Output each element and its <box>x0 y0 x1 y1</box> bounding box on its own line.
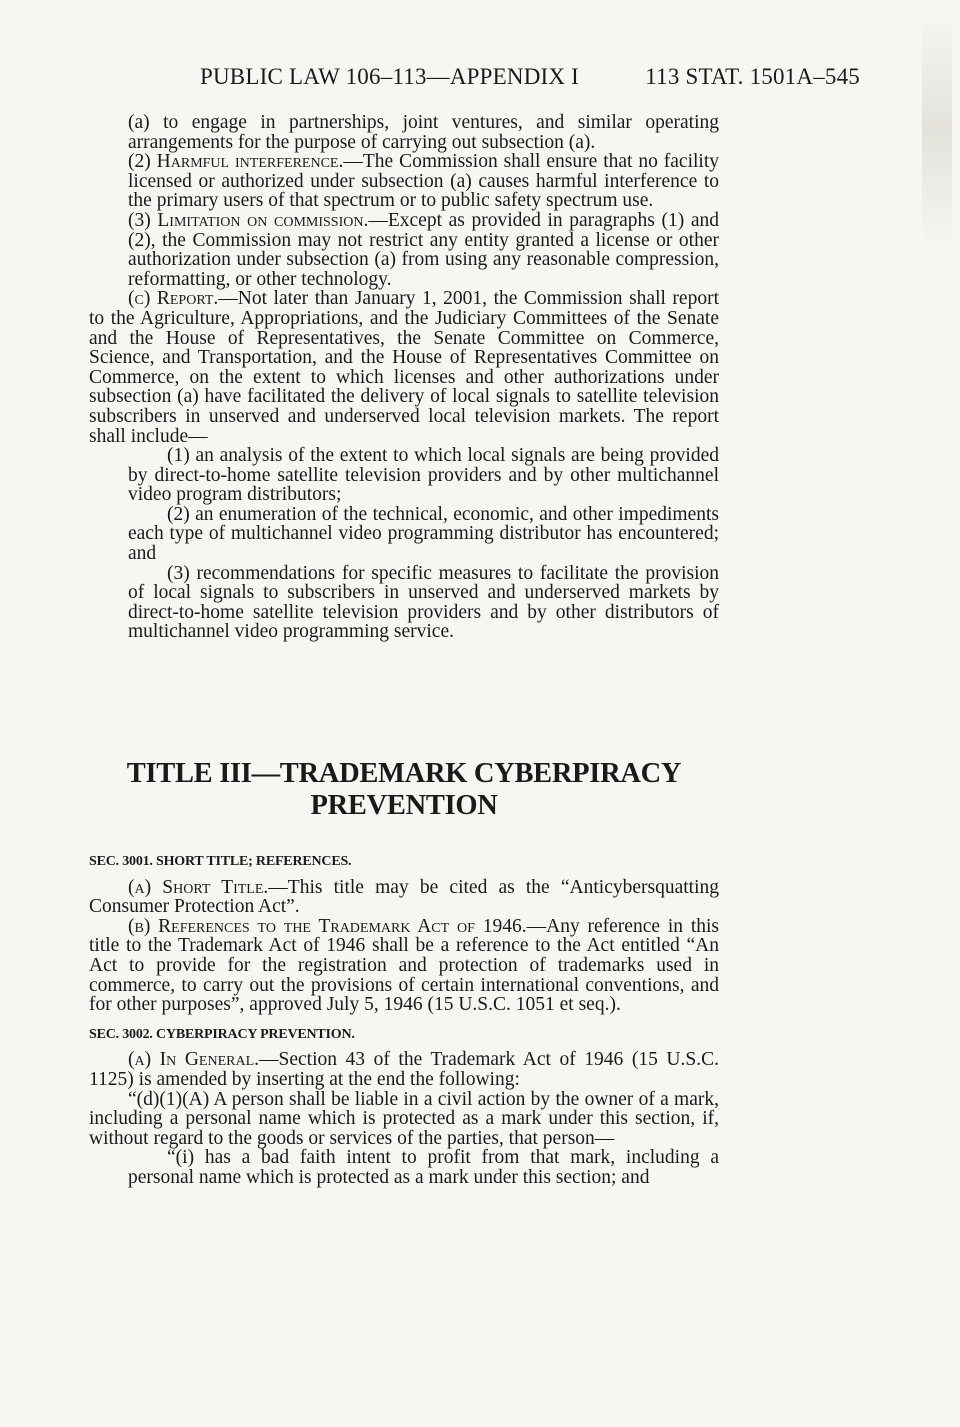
section-3002-a-label: (a) In General. <box>128 1049 259 1071</box>
section-3001-a-label: (a) Short Title. <box>128 876 269 898</box>
section-3002-a <box>89 1050 719 1089</box>
title-heading <box>89 758 719 822</box>
header-left: PUBLIC LAW 106–113—APPENDIX I <box>200 64 579 89</box>
section-3001-b-text: —Any reference in this title to the Trademark Act of 1946 shall be a reference to the Act entitled “An Act to provide for the registration and protection of trademarks used in commerce, to carry out the provisions of certain international conventions, and for other purposes”, approved July 5, 1946 (15 U.S.C. 1051 et seq.). <box>89 915 719 1016</box>
paragraph-2-text: —The Commission shall ensure that no facility licensed or authorized under subsection (a) causes harmful interference to the primary users of that spectrum or to public safety spectrum use. <box>128 151 720 212</box>
running-header <box>200 64 860 90</box>
title-line-1: TITLE III—TRADEMARK CYBERPIRACY <box>126 758 682 789</box>
header-right: 113 STAT. 1501A–545 <box>645 64 860 89</box>
paragraph-c1: (1) an analysis of the extent to which local signals are being provided by direct-to-home satellite television providers and by other multichannel video program distributors; <box>128 445 719 506</box>
paragraph-3-text: —Except as provided in paragraphs (1) and (2), the Commission may not restrict any entity granted a license or other authorization under subsection (a) from using any reasonable compression, reformatting, or other technology. <box>128 209 719 290</box>
paragraph-2-label: (2) Harmful interference. <box>128 151 344 173</box>
paragraph-a-continuation: (a) to engage in partnerships, joint ventures, and similar operating arrangements for the purpose of carrying out subsection (a). <box>128 112 719 153</box>
section-3002-d: “(d)(1)(A) A person shall be liable in a civil action by the owner of a mark, including a personal name which is protected as a mark under this section, if, without regard to the goods or services of the parties, that person— <box>89 1088 719 1149</box>
section-3001-a <box>89 878 719 917</box>
paragraph-2 <box>89 152 719 211</box>
section-3001-b <box>89 917 719 1015</box>
scan-edge-stain <box>922 10 952 250</box>
title-line-2: PREVENTION <box>310 790 498 821</box>
paragraph-c-label: (c) Report. <box>128 288 219 310</box>
paragraph-c <box>89 289 719 446</box>
text-block-lower <box>89 842 719 1188</box>
section-3001-b-label: (b) References to the Trademark Act of 1946. <box>128 915 527 937</box>
paragraph-3 <box>89 211 719 289</box>
section-3002-a-text: —Section 43 of the Trademark Act of 1946 (15 U.S.C. 1125) is amended by inserting at the end the following: <box>89 1049 719 1090</box>
paragraph-c-text: —Not later than January 1, 2001, the Commission shall report to the Agriculture, Appropriations, and the Judiciary Committees of the Senate and the House of Representatives, the Senate Committee on Commerce, Science, and Transportation, and the House of Representatives Committee on Commerce, on the extent to which licenses and other authorizations under subsection (a) have facilitated the delivery of local signals to satellite television subscribers in unserved and underserved local television markets. The report shall include— <box>89 288 719 447</box>
section-3002-heading: SEC. 3002. CYBERPIRACY PREVENTION. <box>89 1026 355 1042</box>
paragraph-3-label: (3) Limitation on commission. <box>128 209 369 231</box>
paragraph-c2: (2) an enumeration of the technical, economic, and other impediments each type of multichannel video programming distributor has encountered; and <box>128 503 719 565</box>
paragraph-c3: (3) recommendations for specific measures to facilitate the provision of local signals to subscribers in unserved and underserved markets by direct-to-home satellite television providers and by other distributors of multichannel video programming service. <box>128 562 719 643</box>
section-3001-heading: SEC. 3001. SHORT TITLE; REFERENCES. <box>89 854 352 869</box>
section-3001-a-text: —This title may be cited as the “Anticybersquatting Consumer Protection Act”. <box>89 876 719 918</box>
text-block-upper <box>89 113 719 642</box>
section-3002-i: “(i) has a bad faith intent to profit from that mark, including a personal name which is protected as a mark under this section; and <box>128 1147 719 1188</box>
